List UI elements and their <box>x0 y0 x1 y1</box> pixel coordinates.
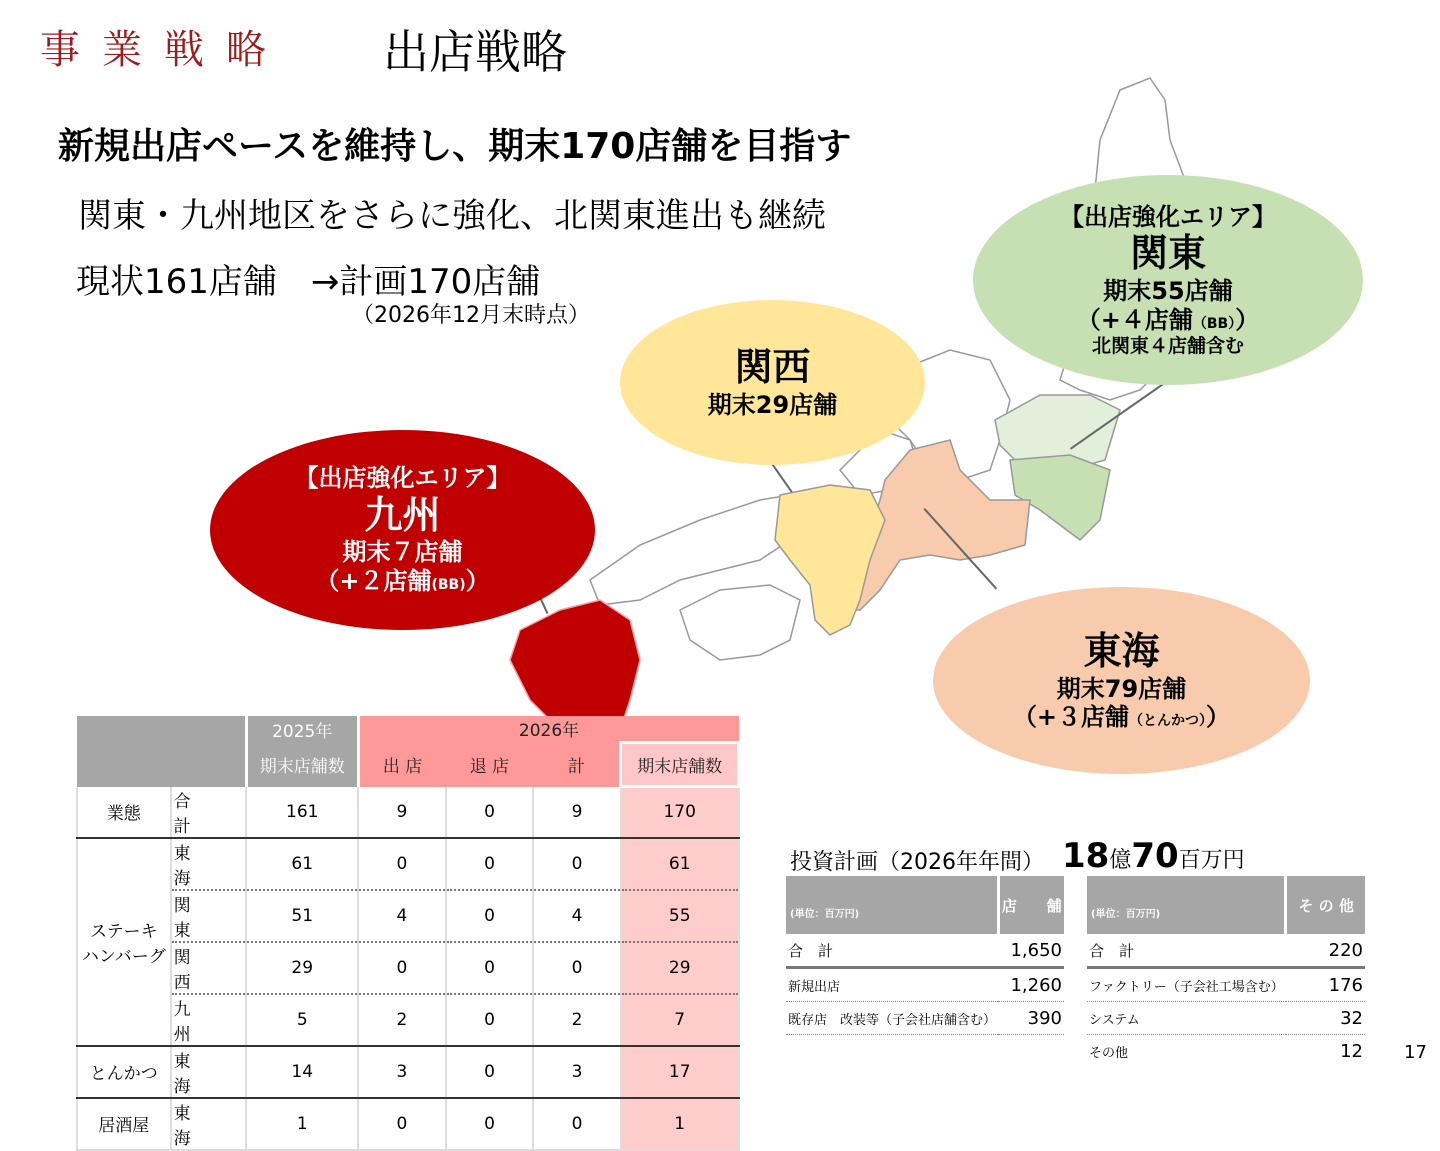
kanto-tag: 【出店強化エリア】 <box>1060 202 1276 231</box>
kyushu-region <box>510 600 640 730</box>
region-cell: 東海 <box>171 1046 247 1098</box>
net-cell: 0 <box>533 942 621 994</box>
table-row <box>1087 1035 1365 1068</box>
close-cell: 0 <box>446 890 534 942</box>
close-cell: 0 <box>446 942 534 994</box>
header-end-count: 期末店舗数 <box>621 743 739 787</box>
net-cell: 0 <box>533 1098 621 1150</box>
bullet-store-plan-note: （2026年12月末時点） <box>352 303 590 328</box>
bullet-store-plan: 現状161店舗 →計画170店舗 <box>76 262 541 302</box>
close-cell: 0 <box>446 1046 534 1098</box>
end-cell: 29 <box>621 942 739 994</box>
category-cell-steak: ステーキ ハンバーグ <box>77 838 171 1046</box>
region-cell: 合計 <box>171 787 247 838</box>
other-header: そ の 他 <box>1286 876 1365 934</box>
y2025-cell: 1 <box>246 1098 358 1150</box>
table-row <box>786 968 1064 1002</box>
region-cell: 東海 <box>171 1098 247 1150</box>
row-value: 176 <box>1286 968 1365 1002</box>
page-number: 17 <box>1404 1042 1427 1063</box>
kanto-store-count: 期末55店舗 <box>1103 277 1233 305</box>
net-cell: 0 <box>533 838 621 890</box>
close-cell: 0 <box>446 1098 534 1150</box>
table-row <box>1087 1002 1365 1035</box>
row-value: 1,650 <box>998 934 1064 968</box>
unit-label: (単位：百万円) <box>1087 876 1286 934</box>
open-cell: 2 <box>358 994 446 1046</box>
table-header-blank <box>77 716 246 787</box>
table-row <box>77 787 739 838</box>
section-label: 事業戦略 <box>40 27 288 73</box>
table-row <box>77 942 739 994</box>
open-cell: 4 <box>358 890 446 942</box>
region-cell: 九州 <box>171 994 247 1046</box>
store-header: 店 舗 <box>998 876 1064 934</box>
end-cell: 170 <box>621 787 739 838</box>
end-cell: 61 <box>621 838 739 890</box>
header-2025-end-count: 期末店舗数 <box>246 743 358 787</box>
table-row <box>1087 934 1365 968</box>
tokai-bubble <box>933 587 1310 774</box>
row-label: 合 計 <box>786 934 998 968</box>
region-cell: 東海 <box>171 838 247 890</box>
kansai-bubble <box>620 300 925 465</box>
row-label: 既存店 改装等（子会社店舗含む） <box>786 1002 998 1035</box>
header-2026: 2026年 <box>358 716 738 743</box>
store-count-table <box>76 716 740 1151</box>
unit-label: (単位：百万円) <box>786 876 998 934</box>
close-cell: 0 <box>446 787 534 838</box>
bullet-strategy: 関東・九州地区をさらに強化、北関東進出も継続 <box>78 196 826 236</box>
shikoku-region <box>680 585 800 660</box>
header-net: 計 <box>533 743 621 787</box>
open-cell: 0 <box>358 838 446 890</box>
tokai-store-count: 期末79店舗 <box>1056 674 1187 703</box>
end-cell: 7 <box>621 994 739 1046</box>
y2025-cell: 29 <box>246 942 358 994</box>
net-cell: 9 <box>533 787 621 838</box>
kansai-region-name: 関西 <box>734 345 811 390</box>
table-row <box>77 1098 739 1150</box>
investment-title: 投資計画（2026年年間） <box>790 850 1044 875</box>
row-value: 1,260 <box>998 968 1064 1002</box>
open-cell: 3 <box>358 1046 446 1098</box>
header-2025: 2025年 <box>246 716 358 743</box>
row-value: 390 <box>998 1002 1064 1035</box>
row-label: ファクトリー（子会社工場含む） <box>1087 968 1286 1002</box>
open-cell: 0 <box>358 1098 446 1150</box>
open-cell: 0 <box>358 942 446 994</box>
kanto-bubble <box>973 175 1363 385</box>
table-row <box>786 1002 1064 1035</box>
region-cell: 関西 <box>171 942 247 994</box>
investment-total: 18億70百万円 <box>1062 836 1245 876</box>
category-cell: とんかつ <box>77 1046 171 1098</box>
investment-store-table <box>786 876 1064 1035</box>
table-row <box>786 934 1064 968</box>
kyushu-store-count: 期末７店舗 <box>342 538 463 567</box>
kyushu-delta: （+２店舗(BB)） <box>315 567 490 596</box>
row-value: 32 <box>1286 1002 1365 1035</box>
row-label: 合 計 <box>1087 934 1286 968</box>
kanto-region-name: 関東 <box>1129 231 1206 276</box>
close-cell: 0 <box>446 994 534 1046</box>
region-cell: 関東 <box>171 890 247 942</box>
table-row <box>77 1046 739 1098</box>
y2025-cell: 61 <box>246 838 358 890</box>
kanto-delta: （+４店舗（BB）） <box>1076 305 1260 334</box>
table-row <box>1087 968 1365 1002</box>
end-cell: 1 <box>621 1098 739 1150</box>
row-label: その他 <box>1089 1045 1129 1061</box>
kyushu-tag: 【出店強化エリア】 <box>294 464 511 492</box>
net-cell: 2 <box>533 994 621 1046</box>
end-cell: 17 <box>621 1046 739 1098</box>
table-row <box>77 838 739 890</box>
close-cell: 0 <box>446 838 534 890</box>
category-cell: 居酒屋 <box>77 1098 171 1150</box>
y2025-cell: 14 <box>246 1046 358 1098</box>
y2025-cell: 161 <box>246 787 358 838</box>
kanto-note: 北関東４店舗含む <box>1091 334 1244 357</box>
table-row <box>77 994 739 1046</box>
investment-other-table <box>1087 876 1365 1067</box>
net-cell: 4 <box>533 890 621 942</box>
row-value: 220 <box>1286 934 1365 968</box>
net-cell: 3 <box>533 1046 621 1098</box>
table-row <box>77 890 739 942</box>
kyushu-bubble <box>210 430 595 630</box>
headline: 新規出店ペースを維持し、期末170店舗を目指す <box>58 126 852 167</box>
tokai-delta: （+３店舗（とんかつ）） <box>1012 703 1231 732</box>
category-cell: 業態 <box>77 787 171 838</box>
header-close: 退 店 <box>446 743 534 787</box>
row-value: 12 <box>1340 1040 1363 1062</box>
kyushu-region-name: 九州 <box>364 492 441 537</box>
y2025-cell: 5 <box>246 994 358 1046</box>
kansai-store-count: 期末29店舗 <box>707 390 838 419</box>
page-title: 出店戦略 <box>383 25 567 79</box>
open-cell: 9 <box>358 787 446 838</box>
header-open: 出 店 <box>358 743 446 787</box>
end-cell: 55 <box>621 890 739 942</box>
row-label: システム <box>1087 1002 1286 1035</box>
y2025-cell: 51 <box>246 890 358 942</box>
row-label: 新規出店 <box>786 968 998 1002</box>
tokai-region-name: 東海 <box>1083 628 1160 673</box>
